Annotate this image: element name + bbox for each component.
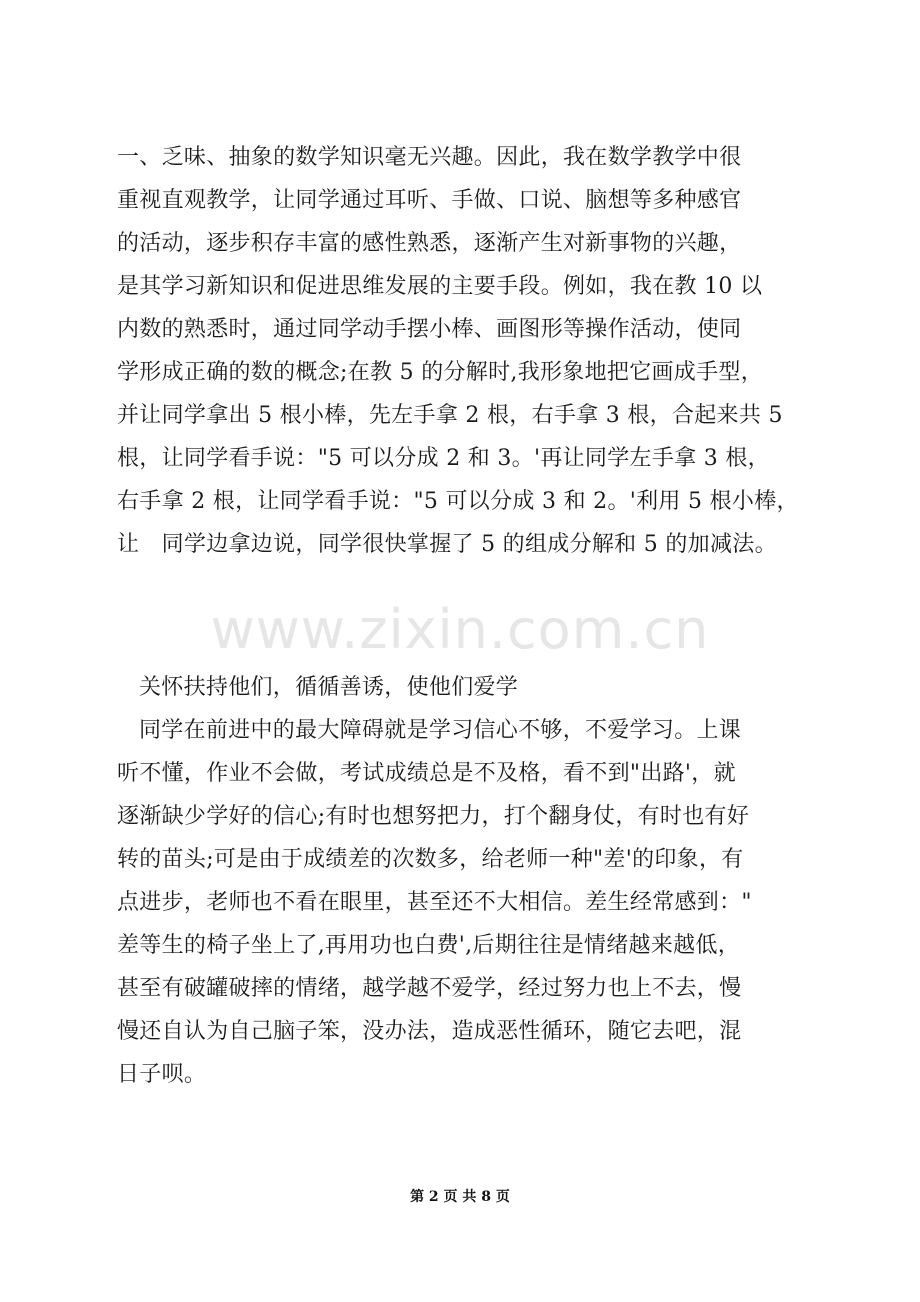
paragraph-line: 是其学习新知识和促进思维发展的主要手段。例如，我在教 10 以 (117, 274, 763, 299)
paragraph-line: 差等生的椅子坐上了,再用功也白费',后期往往是情绪越来越低， (117, 933, 741, 958)
paragraph-line: 根，让同学看手说："5 可以分成 2 和 3。'再让同学左手拿 3 根， (117, 446, 770, 471)
paragraph-line: 的活动，逐步积存丰富的感性熟悉，逐渐产生对新事物的兴趣， (117, 231, 742, 256)
paragraph-line: 并让同学拿出 5 根小棒，先左手拿 2 根，右手拿 3 根，合起来共 5 (117, 403, 783, 428)
paragraph-line: 转的苗头;可是由于成绩差的次数多，给老师一种"差'的印象，有 (117, 847, 744, 872)
paragraph-line: 学形成正确的数的概念;在教 5 的分解时,我形象地把它画成手型， (117, 360, 763, 385)
paragraph-line: 重视直观教学，让同学通过耳听、手做、口说、脑想等多种感官 (117, 188, 742, 213)
paragraph-1 (117, 136, 817, 566)
paragraph-line: 慢还自认为自己脑子笨，没办法，造成恶性循环，随它去吧，混 (117, 1019, 742, 1044)
paragraph-line: 日子呗。 (117, 1062, 207, 1087)
paragraph-line: 右手拿 2 根，让同学看手说："5 可以分成 3 和 2。'利用 5 根小棒， (117, 489, 799, 514)
paragraph-line: 点进步，老师也不看在眼里，甚至还不大相信。差生经常感到：" (117, 890, 752, 915)
paragraph-line: 同学在前进中的最大障碍就是学习信心不够，不爱学习。上课 (139, 718, 742, 743)
paragraph-line: 甚至有破罐破摔的情绪，越学越不爱学，经过努力也上不去，慢 (117, 976, 742, 1001)
paragraph-line: 一、乏味、抽象的数学知识毫无兴趣。因此，我在数学教学中很 (117, 145, 742, 170)
paragraph-line: 内数的熟悉时，通过同学动手摆小棒、画图形等操作活动，使同 (117, 317, 742, 342)
page-number-footer: 第 2 页 共 8 页 (410, 1189, 510, 1205)
watermark: www.zixin.com.cn (210, 598, 710, 661)
section-heading: 关怀扶持他们，循循善诱，使他们爱学 (139, 675, 519, 700)
paragraph-line: 逐渐缺少学好的信心;有时也想努把力，打个翻身仗，有时也有好 (117, 804, 750, 829)
paragraph-2 (117, 666, 817, 1096)
paragraph-line: 听不懂，作业不会做，考试成绩总是不及格，看不到"出路'，就 (117, 761, 736, 786)
paragraph-line: 让 同学边拿边说，同学很快掌握了 5 的组成分解和 5 的加减法。 (117, 532, 777, 557)
